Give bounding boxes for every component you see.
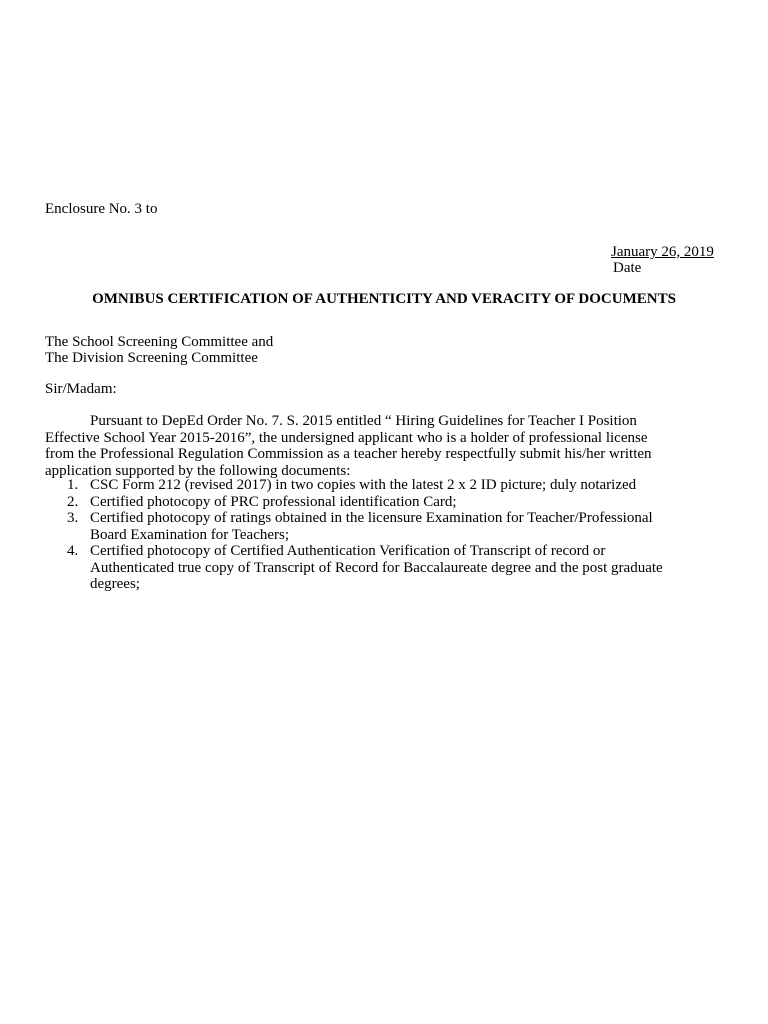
date-caption: Date: [613, 260, 642, 276]
date-value: January 26, 2019: [611, 244, 714, 260]
list-item-line: Board Examination for Teachers;: [90, 526, 290, 543]
list-item-line: CSC Form 212 (revised 2017) in two copies with the latest 2 x 2 ID picture; duly notarized: [90, 477, 637, 493]
addressee-line: The School Screening Committee and: [45, 334, 274, 350]
enclosure-reference: Enclosure No. 3 to: [45, 201, 158, 217]
list-item-text: [90, 477, 735, 494]
body-line: Effective School Year 2015-2016”, the undersigned applicant who is a holder of professional license: [45, 429, 648, 446]
body-line: from the Professional Regulation Commission as a teacher hereby respectfully submit his/her written: [45, 446, 652, 462]
addressee-line: The Division Screening Committee: [45, 350, 258, 366]
list-item-line: Authenticated true copy of Transcript of Record for Baccalaureate degree and the post graduate: [90, 559, 663, 576]
list-item-line: Certified photocopy of Certified Authentication Verification of Transcript of record or: [90, 543, 606, 559]
list-item-number: 4.: [67, 543, 79, 559]
list-item-line: Certified photocopy of ratings obtained in the licensure Examination for Teacher/Professional: [90, 510, 653, 526]
list-item-text: [90, 510, 735, 543]
documents-list: [45, 477, 735, 593]
list-item: [45, 510, 735, 543]
list-item-text: [90, 494, 735, 511]
list-item-number: 2.: [67, 493, 79, 510]
addressee-block: [45, 334, 273, 366]
list-item-line: Certified photocopy of PRC professional identification Card;: [90, 493, 457, 510]
list-item: [45, 543, 735, 593]
body-paragraph: [45, 413, 735, 479]
list-item-number: 1.: [67, 477, 79, 493]
list-item-number: 3.: [67, 510, 79, 526]
list-item: [45, 494, 735, 511]
list-item: [45, 477, 735, 494]
body-line: application supported by the following documents:: [45, 462, 351, 479]
salutation: Sir/Madam:: [45, 381, 117, 397]
date-block: [611, 244, 714, 276]
body-line: Pursuant to DepEd Order No. 7. S. 2015 entitled “ Hiring Guidelines for Teacher I Position: [90, 413, 637, 429]
list-item-text: [90, 543, 735, 593]
document-title: OMNIBUS CERTIFICATION OF AUTHENTICITY AND VERACITY OF DOCUMENTS: [92, 291, 676, 307]
list-item-line: degrees;: [90, 576, 140, 592]
